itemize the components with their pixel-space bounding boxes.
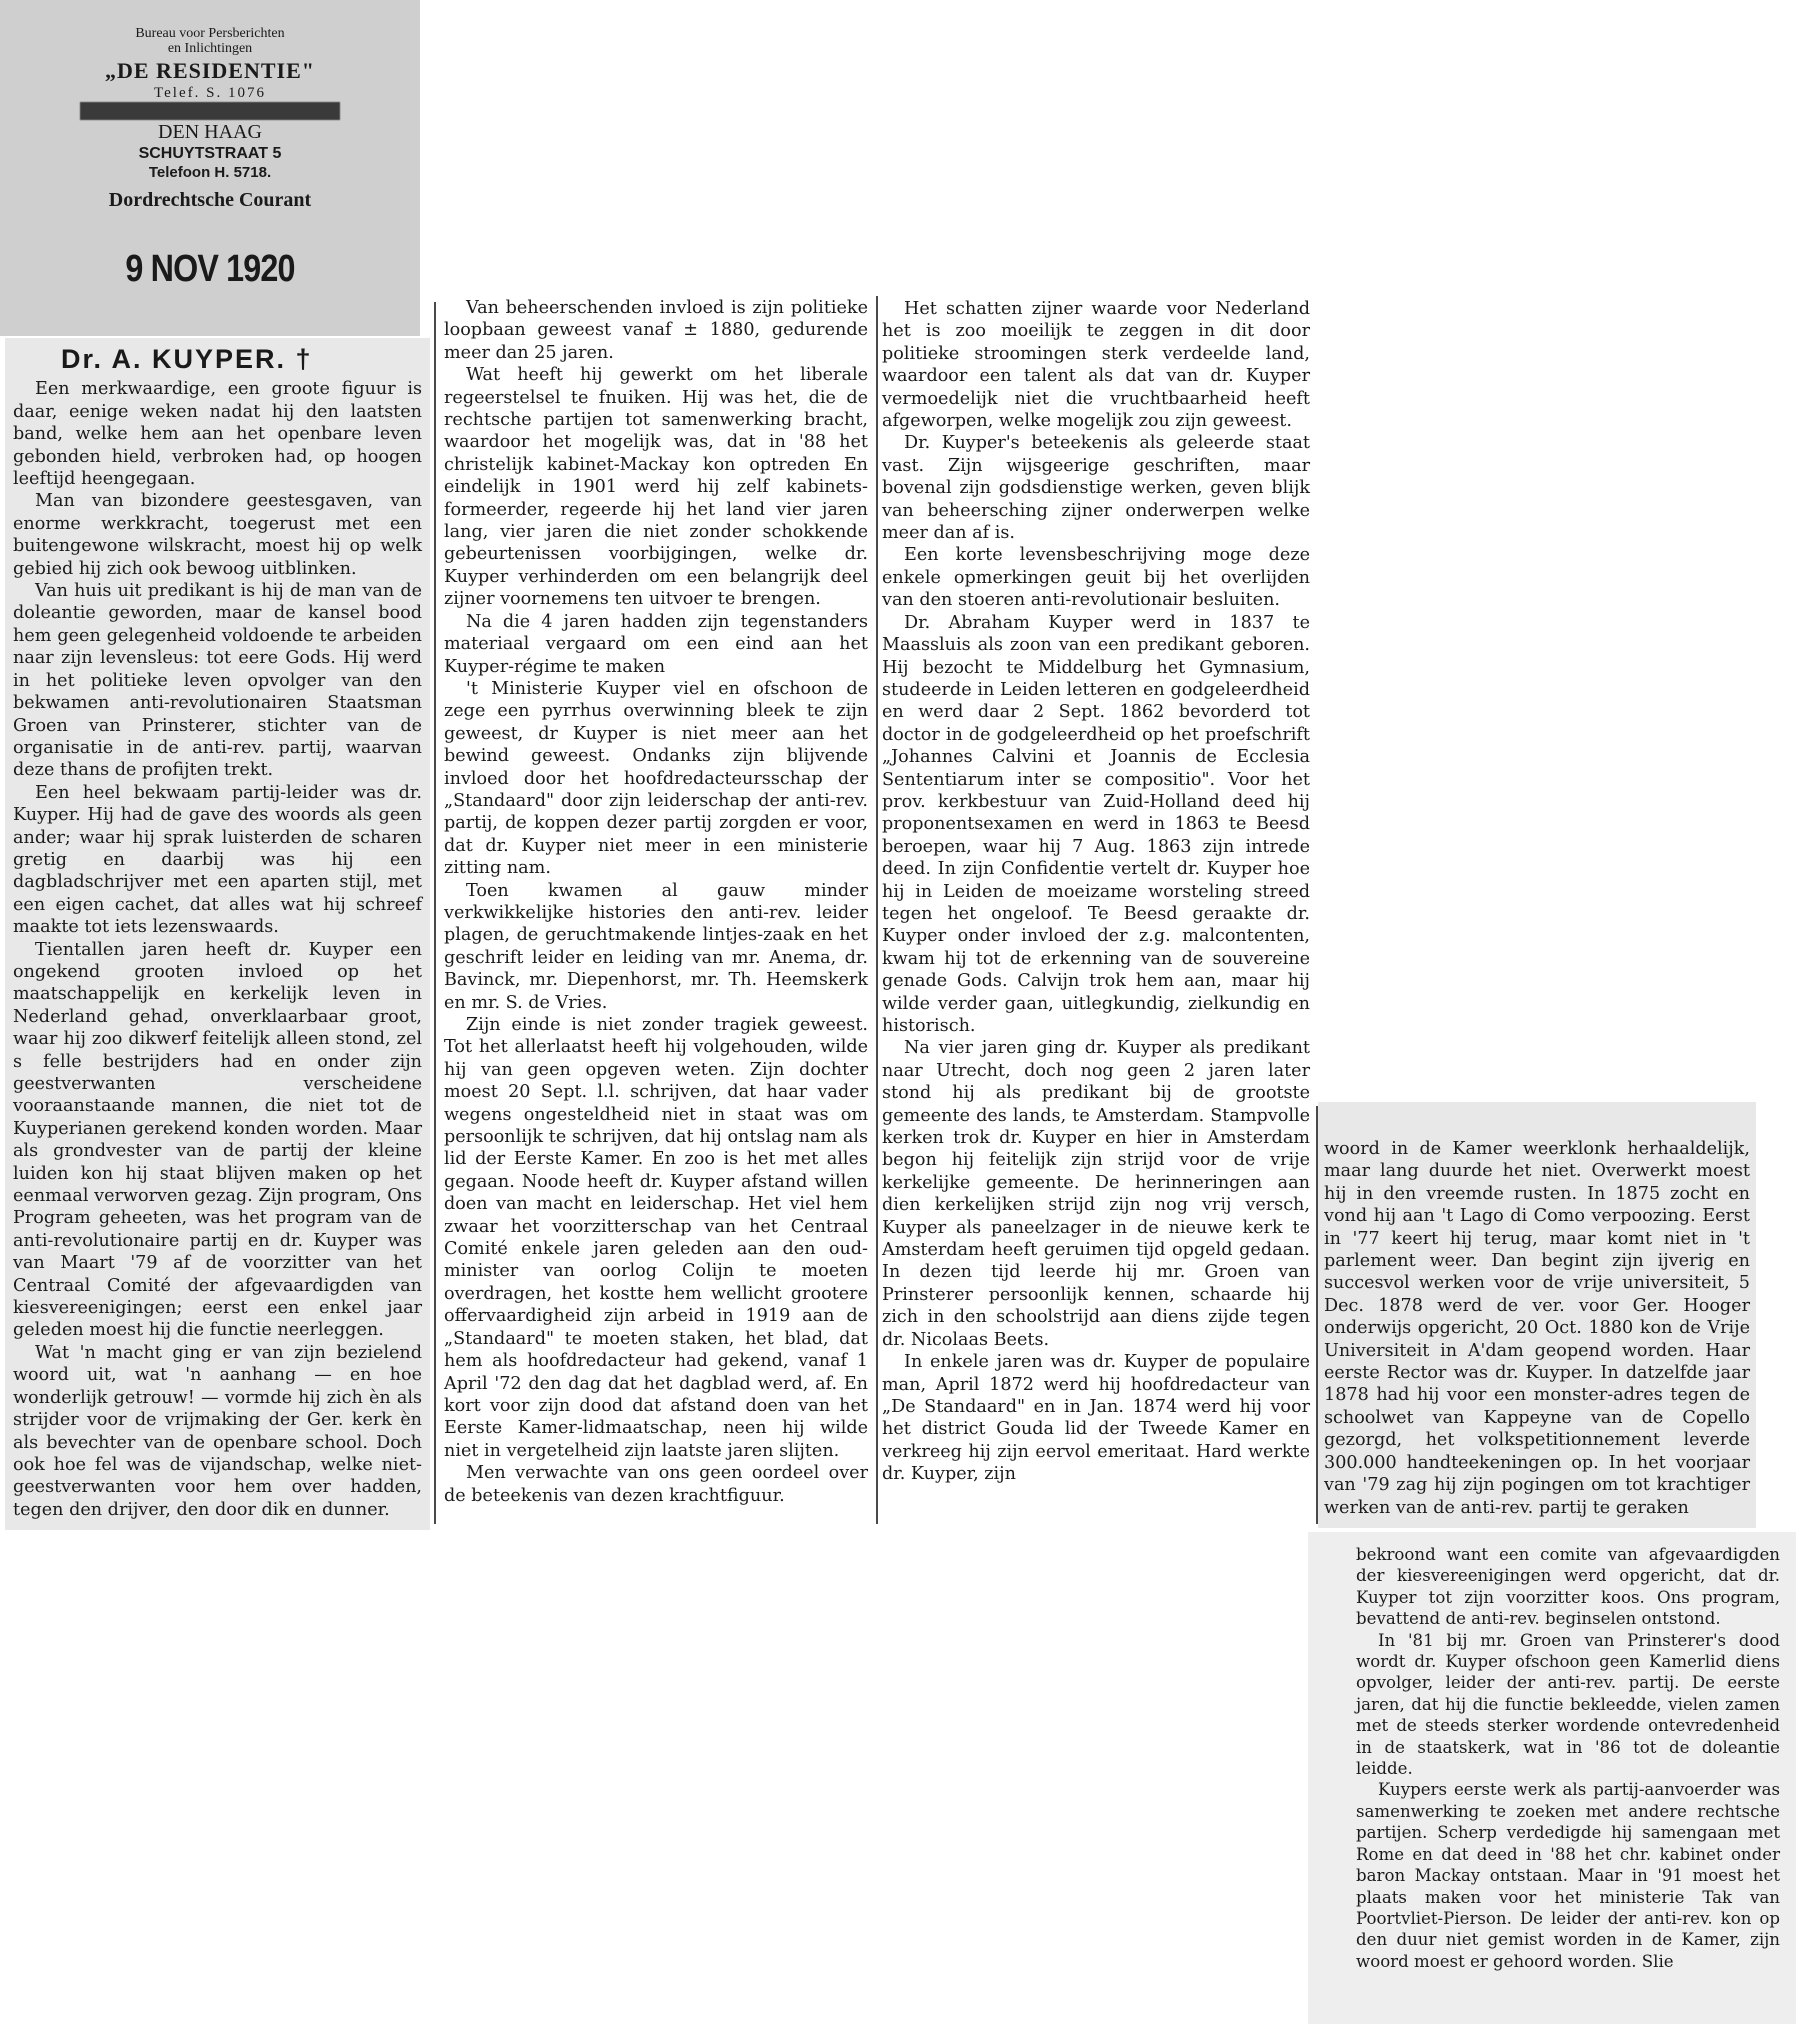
telef-line: Telef. S. 1076 [154, 85, 266, 101]
paragraph: Na vier jaren ging dr. Kuyper als predikant naar Utrecht, doch nog geen 2 jaren later stond hij als predikant bij de grootste gemeente des lands, te Amsterdam. Stampvolle kerken trok dr. Kuyper en hier in Amsterdam begon hij feitelijk zijn strijd voor de vrije kerkelijke gemeente. De herinneringen aan dien kerkelijken strijd zijn nog vrij versch, Kuyper als paneelzager in de nieuwe kerk te Amsterdam heeft geruimen tijd opgeld gedaan. In dezen tijd leerde hij mr. Groen van Prinsterer persoonlijk kennen, schaarde hij zich in den schoolstrijd aan diens zijde tegen dr. Nicolaas Beets. [882, 1038, 1310, 1350]
address-line: SCHUYTSTRAAT 5 [138, 145, 282, 162]
paragraph: Van huis uit predikant is hij de man van de doleantie geworden, maar de kansel bood hem geen gelegenheid voldoende te arbeiden naar zijn levensleus: tot eere Gods. Hij werd in het politieke leven opvolger van den bekwamen anti-revolutionairen Staatsman Groen van Prinsterer, stichter van de organisatie in de anti-rev. partij, waarvan deze thans de profijten trekt. [13, 581, 422, 781]
paragraph: Toen kwamen al gauw minder verkwikkelijke histories den anti-rev. leider plagen, de geruchtmakende lintjes-zaak en het geschrift leider en leiding van mr. Anema, dr. Bavinck, mr. Diepenhorst, mr. Th. Heemskerk en mr. S. de Vries. [444, 880, 868, 1013]
paragraph: woord in de Kamer weerklonk herhaaldelijk, maar lang duurde het niet. Overwerkt moest hij in den vreemde rusten. In 1875 zocht en vond hij aan 't Lago di Como verpoozing. Eerst in '77 keert hij terug, maar komt niet in 't parlement weer. Dan begint zijn ijverig en succesvol werken voor de vrije universiteit, 5 Dec. 1878 werd de ver. voor Ger. Hooger onderwijs opgericht, 20 Oct. 1880 kon de Vrije Universiteit in A'dam geopend worden. Haar eerste Rector was dr. Kuyper. In datzelfde jaar 1878 had hij voor een monster-adres tegen de schoolwet van Kappeyne van de Copello gezorgd, het volkspetitionnement leverde 300.000 handteekeningen op. In het voorjaar van '79 zag hij zijn pogingen om tot krachtiger werken van de anti-rev. partij te geraken [1324, 1139, 1750, 1518]
paragraph: Na die 4 jaren hadden zijn tegenstanders materiaal vergaard om een eind aan het Kuyper-régime te maken [444, 611, 868, 677]
struck-address-stamp [80, 102, 340, 120]
city-line: DEN HAAG [158, 121, 262, 143]
paragraph: In enkele jaren was dr. Kuyper de populaire man, April 1872 werd hij hoofdredacteur van „De Standaard" en in Jan. 1874 werd hij voor het district Gouda lid der Tweede Kamer en verkreeg hij zijn eervol emeritaat. Hard werkte dr. Kuyper, zijn [882, 1352, 1310, 1485]
article-column-2 [438, 295, 874, 1523]
paragraph: Zijn einde is niet zonder tragiek geweest. Tot het allerlaatst heeft hij volgehouden, wilde hij van geen opgeven weten. Zijn dochter moest 20 Sept. l.l. schrijven, dat haar vader wegens ongesteldheid niet in staat was om persoonlijk te schrijven, dat hij ontslag nam als lid der Eerste Kamer. En zoo is het met alles gegaan. Noode heeft dr. Kuyper afstand willen doen van macht en leiderschap. Het viel hem zwaar het voorzitterschap van het Centraal Comité enkele jaren geleden aan den oud-minister van oorlog Colijn te moeten overdragen, het kostte hem wellicht grootere offervaardigheid zijn arbeid in 1919 aan de „Standaard" te moeten staken, het blad, dat hem als hoofdredacteur had gekend, vanaf 1 April '72 den dag dat het dagblad werd, af. En kort voor zijn dood dat afstand doen van het Eerste Kamer-lidmaatschap, neen hij wilde niet in vergetelheid zijn laatste jaren slijten. [444, 1015, 868, 1461]
paragraph: Een korte levensbeschrijving moge deze enkele opmerkingen geuit bij het overlijden van den stoeren anti-revolutionair besluiten. [882, 545, 1310, 611]
paragraph: bekroond want een comite van afgevaardigden der kiesvereenigingen werd opgericht, dat dr. Kuyper tot zijn voorzitter koos. Ons program, bevattend de anti-rev. beginselen ontstond. [1356, 1545, 1780, 1629]
paragraph: Tientallen jaren heeft dr. Kuyper een ongekend grooten invloed op het maatschappelijk en kerkelijk leven in Nederland gehad, onverklaarbaar groot, waar hij zoo dikwerf feitelijk alleen stond, zel s felle bestrijders had en onder zijn geestverwanten verscheidene vooraanstaande mannen, die niet tot de Kuyperianen gerekend konden worden. Maar als grondvester van de partij der kleine luiden kon hij staat blijven maken op het eenmaal verworven gezag. Zijn program, Ons Program geheeten, was het program van de anti-revolutionaire partij en dr. Kuyper was van Maart '79 af de voorzitter van het Centraal Comité der afgevaardigden van kiesvereenigingen; eerst een enkel jaar geleden moest hij die functie neerleggen. [13, 939, 422, 1341]
paragraph: Het schatten zijner waarde voor Nederland het is zoo moeilijk te zeggen in dit door politieke stroomingen sterk verdeelde land, waardoor een talent als dat van dr. Kuyper vermoedelijk niet die vruchtbaarheid heeft afgeworpen, welke mogelijk zou zijn geweest. [882, 299, 1310, 432]
bureau-line: Bureau voor Persberichten [135, 26, 285, 41]
paragraph: Kuypers eerste werk als partij-aanvoerder was samenwerking te zoeken met andere rechtsche partijen. Scherp verdedigde hij samengaan met Rome en dat deed in '88 het chr. kabinet onder baron Mackay ontstaan. Maar in '91 moest het plaats maken voor het ministerie Tak van Poortvliet-Pierson. De leider der anti-rev. kon op den duur niet gemist worden in de Kamer, zijn woord moest er gehoord worden. Slie [1356, 1780, 1780, 1971]
paragraph: Een heel bekwaam partij-leider was dr. Kuyper. Hij had de gave des woords als geen ander; waar hij sprak luisterden de scharen gretig en daarbij was hij een dagbladschrijver met een aparten stijl, met een eigen cachet, dat alles wat hij schreef maakte tot iets lezenswaards. [13, 782, 422, 938]
paragraph: Dr. Abraham Kuyper werd in 1837 te Maassluis als zoon van een predikant geboren. Hij bezocht te Middelburg het Gymnasium, studeerde in Leiden letteren en godgeleerdheid en werd daar 2 Sept. 1862 bevorderd tot doctor in de godgeleerdheid op het proefschrift „Johannes Calvini et Joannis de Ecclesia Sententiarum inter se compositio". Voor het prov. kerkbestuur van Zuid-Holland deed hij proponentsexamen en werd in 1863 te Beesd beroepen, waar hij 7 Aug. 1863 zijn intrede deed. In zijn Confidentie vertelt dr. Kuyper hoe hij in Leiden de moeizame worsteling streed tegen het ongeloof. Te Beesd geraakte dr. Kuyper onder invloed der z.g. malcontenten, kwam hij tot de erkenning van de souvereine genade Gods. Calvijn trok hem aan, maar hij wilde verder gaan, uitlegkundig, zielkundig en historisch. [882, 612, 1310, 1036]
article-column-3 [876, 262, 1318, 1524]
paragraph: Een merkwaardige, een groote figuur is daar, eenige weken nadat hij den laatsten band, welke hem aan het openbare leven gebonden hield, verbroken had, op hoogen leeftijd heengegaan. [13, 379, 422, 490]
masthead-clipping [0, 0, 420, 336]
paragraph: In '81 bij mr. Groen van Prinsterer's dood wordt dr. Kuyper ofschoon geen Kamerlid diens opvolger, leider der anti-rev. partij. De eerste jaren, dat hij die functie bekleedde, vielen zamen met de steeds sterker wordende ontevredenheid in de staatskerk, wat in '86 tot de doleantie leidde. [1356, 1630, 1780, 1779]
newspaper-name: Dordrechtsche Courant [108, 189, 312, 211]
paragraph: Wat heeft hij gewerkt om het liberale regeerstelsel te fnuiken. Hij was het, die de rechtsche partijen tot samenwerking bracht, waardoor het mogelijk was, dat in '88 het christelijk kabinet-Mackay kon optreden En eindelijk in 1901 werd hij zelf kabinets-formeerder, regeerde hij het land vier jaren lang, vier jaren die niet zonder schokkende gebeurtenissen voorbijgingen, welke dr. Kuyper verhinderden om een belangrijk deel zijner voornemens ten uitvoer te brengen. [444, 365, 868, 610]
paragraph: Men verwachte van ons geen oordeel over de beteekenis van dezen krachtfiguur. [444, 1463, 868, 1506]
bureau-name: „DE RESIDENTIE" [105, 58, 315, 83]
article-column-5 [1308, 1532, 1796, 2024]
paragraph: Van beheerschenden invloed is zijn politieke loopbaan geweest vanaf ± 1880, gedurende meer dan 25 jaren. [444, 298, 868, 363]
article-column-4 [1318, 1102, 1756, 1528]
inlichtingen-line: en Inlichtingen [167, 41, 253, 56]
column-divider [434, 302, 436, 1524]
paragraph: Dr. Kuyper's beteekenis als geleerde staat vast. Zijn wijsgeerige geschriften, maar bovenal zijn godsdienstige werken, geven blijk van beheersching zijner onderwerpen welke meer dan af is. [882, 433, 1310, 544]
paragraph: 't Ministerie Kuyper viel en ofschoon de zege een pyrrhus overwinning bleek te zijn geweest, dr Kuyper is niet meer aan het bewind geweest. Ondanks zijn blijvende invloed door het hoofdredacteursschap der „Standaard" door zijn leiderschap der anti-rev. partij, de koppen dezer partij zorgden er voor, dat dr. Kuyper niet meer in een ministerie zitting nam. [444, 678, 868, 879]
date-stamp: 9 NOV 1920 [125, 248, 295, 290]
article-title: Dr. A. KUYPER. † [61, 344, 313, 374]
phone-line: Telefoon H. 5718. [148, 164, 272, 181]
paragraph: Man van bizondere geestesgaven, van enorme werkkracht, toegerust met een buitengewone wilskracht, moest hij op welk gebied hij zich ook bewoog uitblinken. [13, 491, 422, 579]
article-column-1 [5, 338, 430, 1530]
paragraph: Wat 'n macht ging er van zijn bezielend woord uit, wat 'n aanhang — en hoe wonderlijk getrouw! — vormde hij zich èn als strijder voor de vrijmaking der Ger. kerk èn als bevechter van de openbare school. Doch ook hoe fel was de vijandschap, welke niet-geestverwanten voor hem over hadden, tegen den drijver, den door dik en dunner. [13, 1342, 422, 1520]
